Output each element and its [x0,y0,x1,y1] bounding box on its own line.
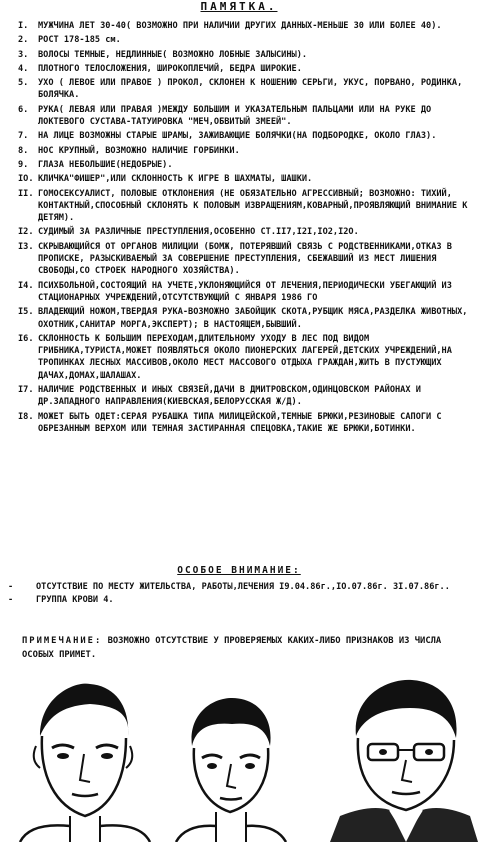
special-dash: - [8,582,14,592]
feature-text: РОСТ 178-185 см. [38,35,121,46]
feature-item [18,49,476,61]
feature-item [18,226,476,238]
feature-number: I2. [18,227,34,238]
feature-text: ВОЛОСЫ ТЕМНЫЕ, НЕДЛИННЫЕ( ВОЗМОЖНО ЛОБНЫЕ ЗАЛЫСИНЫ). [38,49,308,60]
feature-number: 7. [18,131,29,142]
special-item [8,594,468,607]
feature-number: I. [18,21,29,31]
feature-text: НА ЛИЦЕ ВОЗМОЖНЫ СТАРЫЕ ШРАМЫ, ЗАЖИВАЮЩИЕ БОЛЯЧКИ(НА ПОДБОРОДКЕ, ОКОЛО ГЛАЗ). [38,131,437,142]
feature-number: 8. [18,145,29,156]
feature-number: 5. [18,78,29,89]
feature-item [18,159,476,171]
feature-text: СКЛОННОСТЬ К БОЛЬШИМ ПЕРЕХОДАМ,ДЛИТЕЛЬНОМУ УХОДУ В ЛЕС ПОД ВИДОМ ГРИБНИКА,ТУРИСТА,МОЖЕТ ПОЯВЛЯТЬСЯ ОКОЛО ПИОНЕРСКИХ ЛАГЕРЕЙ,ДЕТСКИХ УЧРЕЖДЕНИЙ,НА ТРОПИНКАХ ЛЕСНЫХ МАССИВОВ,ОКОЛО МЕСТ МАССОВОГО ОТДЫХА ГРАЖДАН,ЖИТЬ В ПУСТУЮЩИХ ДАЧАХ,ДОМАХ,ШАЛАШАХ. [38,333,452,381]
special-item [8,581,468,594]
special-attention-list [8,581,468,607]
feature-text: УХО ( ЛЕВОЕ ИЛИ ПРАВОЕ ) ПРОКОЛ, СКЛОНЕН К НОШЕНИЮ СЕРЬГИ, УКУС, ПОРВАНО, РОДИНКА, БОЛЯЧКА. [38,78,463,101]
feature-number: 9. [18,159,29,170]
feature-item [18,63,476,75]
feature-text: ПЛОТНОГО ТЕЛОСЛОЖЕНИЯ, ШИРОКОПЛЕЧИЙ, БЕДРА ШИРОКИЕ. [38,63,302,74]
feature-text: СКРЫВАЮЩИЙСЯ ОТ ОРГАНОВ МИЛИЦИИ (БОМЖ, ПОТЕРЯВШИЙ СВЯЗЬ С РОДСТВЕННИКАМИ,ОТКАЗ В ПРОПИСКЕ, РАЗЫСКИВАЕМЫЙ ЗА СОВЕРШЕНИЕ ПРЕСТУПЛЕНИЯ, СБЕЖАВШИЙ ИЗ МЕСТ ЛИШЕНИЯ СВОБОДЫ,СО СТРОЕК НАРОДНОГО ХОЗЯЙСТВА). [38,241,452,277]
feature-number: I6. [18,333,34,344]
feature-item [18,104,476,129]
special-dash: - [8,595,14,605]
feature-item [18,306,476,331]
feature-item [18,411,476,436]
portraits-row [0,676,478,842]
feature-item [18,20,476,32]
special-text: ОТСУТСТВИЕ ПО МЕСТУ ЖИТЕЛЬСТВА, РАБОТЫ,ЛЕЧЕНИЯ I9.04.86г.,IO.07.86г. 3I.07.86г.. [36,582,450,592]
note-label: ПРИМЕЧАНИЕ: [22,636,103,646]
feature-item [18,241,476,278]
suspect-sketch-2-icon [170,676,290,842]
feature-text: МОЖЕТ БЫТЬ ОДЕТ:СЕРАЯ РУБАШКА ТИПА МИЛИЦЕЙСКОЙ,ТЕМНЫЕ БРЮКИ,РЕЗИНОВЫЕ САПОГИ С ОБРЕЗАННЫМ ВЕРХОМ ИЛИ ТЕМНАЯ ЗАСТИРАННАЯ СПЕЦОВКА,ТАКИЕ ЖЕ БРЮКИ,БОТИНКИ. [38,411,442,434]
feature-number: 3. [18,49,29,60]
feature-number: I8. [18,411,34,422]
suspect-sketch-3-icon [330,676,478,842]
feature-item [18,173,476,185]
feature-number: 4. [18,63,29,74]
feature-item [18,384,476,409]
feature-text: КЛИЧКА"ФИШЕР",ИЛИ СКЛОННОСТЬ К ИГРЕ В ШАХМАТЫ, ШАШКИ. [38,174,313,185]
feature-text: ВЛАДЕЮЩИЙ НОЖОМ,ТВЕРДАЯ РУКА-ВОЗМОЖНО ЗАБОЙЩИК СКОТА,РУБЩИК МЯСА,РАЗДЕЛКА ЖИВОТНЫХ, ОХОТНИК,САНИТАР МОРГА,ЭКСПЕРТ); В НАСТОЯЩЕМ,БЫВШИЙ. [38,307,468,330]
feature-number: I5. [18,307,34,318]
suspect-sketch-1-icon [0,676,160,842]
memo-title: ПАМЯТКА. [200,0,278,13]
feature-number: I7. [18,385,34,396]
feature-item [18,188,476,225]
feature-text: ГОМОСЕКСУАЛИСТ, ПОЛОВЫЕ ОТКЛОНЕНИЯ (НЕ ОБЯЗАТЕЛЬНО АГРЕССИВНЫЙ; ВОЗМОЖНО: ТИХИЙ, КОНТАКТНЫЙ,СПОСОБНЫЙ СКЛОНЯТЬ К ПОЛОВЫМ ИЗВРАЩЕНИЯМ,КОВАРНЫЙ,ПРОЯВЛЯЮЩИЙ ВНИМАНИЕ К ДЕТЯМ). [38,188,468,224]
note-block [22,634,462,662]
note-text: ВОЗМОЖНО ОТСУТСТВИЕ У ПРОВЕРЯЕМЫХ КАКИХ-ЛИБО ПРИЗНАКОВ ИЗ ЧИСЛА ОСОБЫХ ПРИМЕТ. [22,636,442,660]
feature-text: НАЛИЧИЕ РОДСТВЕННЫХ И ИНЫХ СВЯЗЕЙ,ДАЧИ В ДМИТРОВСКОМ,ОДИНЦОВСКОМ РАЙОНАХ И ДР.ЗАПАДНОГО НАПРАВЛЕНИЯ(КИЕВСКАЯ,БЕЛОРУССКАЯ Ж/Д). [38,385,421,408]
feature-text: СУДИМЫЙ ЗА РАЗЛИЧНЫЕ ПРЕСТУПЛЕНИЯ,ОСОБЕННО СТ.II7,I2I,IO2,I2O. [38,227,359,238]
feature-text: НОС КРУПНЫЙ, ВОЗМОЖНО НАЛИЧИЕ ГОРБИНКИ. [38,145,240,156]
feature-item [18,77,476,102]
feature-number: 2. [18,35,29,46]
feature-text: ПСИХБОЛЬНОЙ,СОСТОЯЩИЙ НА УЧЕТЕ,УКЛОНЯЮЩИЙСЯ ОТ ЛЕЧЕНИЯ,ПЕРИОДИЧЕСКИ УБЕГАЮЩИЙ ИЗ СТАЦИОНАРНЫХ УЧРЕЖДЕНИЙ,ОТСУТСТВУЮЩИЙ С ЯНВАРЯ 1986 ГО [38,280,452,303]
special-attention-title: ОСОБОЕ ВНИМАНИЕ: [177,565,301,576]
feature-item [18,333,476,382]
feature-item [18,34,476,46]
feature-item [18,130,476,142]
feature-text: МУЖЧИНА ЛЕТ 30-40( ВОЗМОЖНО ПРИ НАЛИЧИИ ДРУГИХ ДАННЫХ-МЕНЬШЕ 30 ИЛИ БОЛЕЕ 40). [38,21,442,31]
feature-item [18,280,476,305]
feature-number: IO. [18,174,34,185]
feature-text: РУКА( ЛЕВАЯ ИЛИ ПРАВАЯ )МЕЖДУ БОЛЬШИМ И УКАЗАТЕЛЬНЫМ ПАЛЬЦАМИ ИЛИ НА РУКЕ ДО ЛОКТЕВОГО СУСТАВА-ТАТУИРОВКА "МЕЧ,ОБВИТЫЙ ЗМЕЕЙ". [38,104,432,128]
feature-number: 6. [18,104,29,115]
feature-text: ГЛАЗА НЕБОЛЬШИЕ(НЕДОБРЫЕ). [38,159,173,170]
feature-number: I4. [18,280,34,291]
feature-number: II. [18,188,34,199]
feature-number: I3. [18,241,34,252]
special-text: ГРУППА КРОВИ 4. [36,595,114,605]
features-list [18,20,476,437]
feature-item [18,145,476,157]
